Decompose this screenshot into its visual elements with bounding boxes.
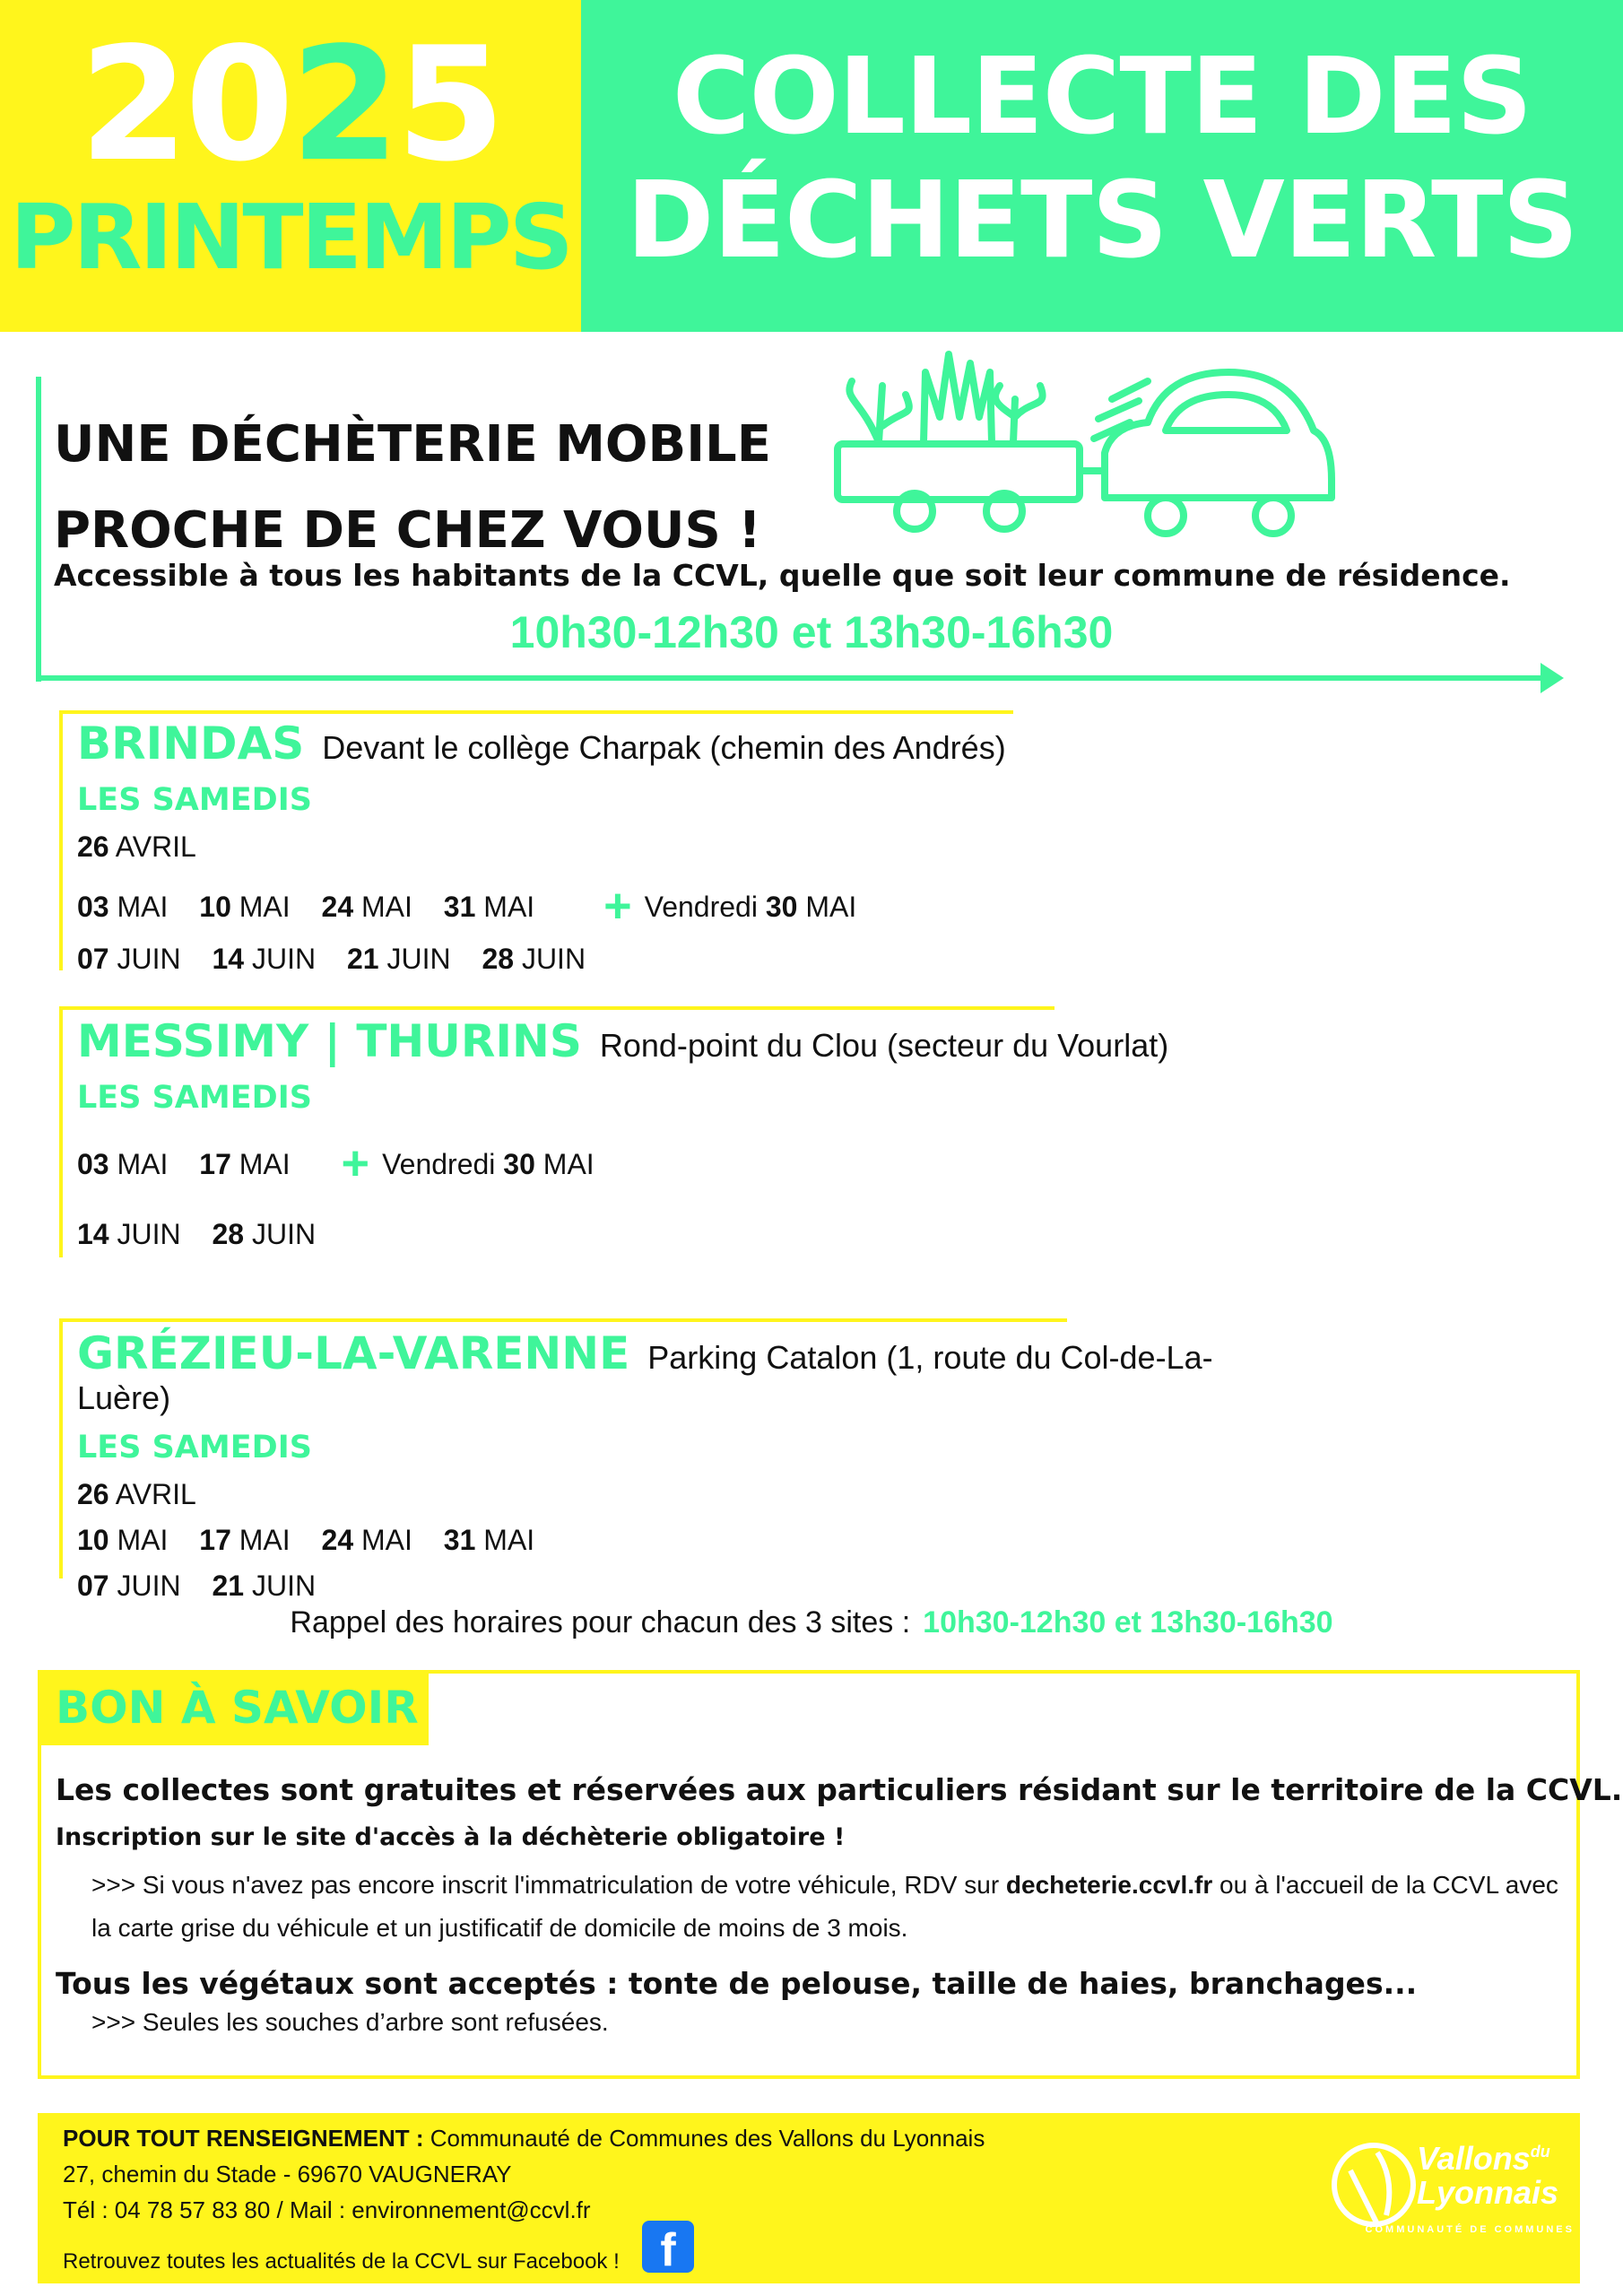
date-item: 21 JUIN	[212, 1570, 317, 1602]
date-row	[77, 1218, 1261, 1251]
saturdays-label: LES SAMEDIS	[77, 1080, 312, 1116]
date-item: 03 MAI	[77, 1148, 169, 1180]
footer-org: Communauté de Communes des Vallons du Lyonnais	[423, 2125, 985, 2152]
decheterie-link[interactable]: decheterie.ccvl.fr	[1005, 1871, 1213, 1899]
date-row	[77, 878, 1261, 934]
page-title: COLLECTE DES DÉCHETS VERTS	[626, 34, 1578, 282]
site-address: Parking Catalon (1, route du Col-de-La-Luère)	[77, 1339, 1213, 1416]
date-item: 07 JUIN	[77, 943, 181, 975]
car-with-trailer-icon	[825, 345, 1345, 543]
footer-facebook-text: Retrouvez toutes les actualités de la CCVL sur Facebook !	[63, 2249, 620, 2274]
date-item: 03 MAI	[77, 891, 169, 923]
date-item: 14 JUIN	[77, 1218, 181, 1250]
date-item: 31 MAI	[443, 1524, 535, 1556]
footer-label: POUR TOUT RENSEIGNEMENT :	[63, 2125, 424, 2152]
site-header	[77, 718, 1261, 770]
date-item: 10 MAI	[199, 891, 291, 923]
date-row	[77, 1478, 1261, 1511]
site-border-left	[59, 710, 63, 970]
logo-subtitle: COMMUNAUTÉ DE COMMUNES	[1365, 2224, 1575, 2235]
date-row	[77, 1570, 1261, 1603]
footer-phone-mail: Tél : 04 78 57 83 80 / Mail : environnement@ccvl.fr	[63, 2196, 591, 2223]
info-registration-details: >>> Si vous n'avez pas encore inscrit l'immatriculation de votre véhicule, RDV sur decheterie.ccvl.fr ou à l'accueil de la CCVL avec la carte grise du véhicule et un justificatif de domicile de moins de 3 mois.	[91, 1871, 1558, 1942]
date-item: 07 JUIN	[77, 1570, 181, 1602]
info-refused-items: >>> Seules les souches d’arbre sont refusées.	[91, 2008, 609, 2036]
date-item: 10 MAI	[77, 1524, 169, 1556]
date-row	[77, 1524, 1261, 1557]
date-item: 28 JUIN	[212, 1218, 317, 1250]
hours-reminder: Rappel des horaires pour chacun des 3 sites : 10h30-12h30 et 13h30-16h30	[290, 1605, 1333, 1639]
site-name: MESSIMY | THURINS	[77, 1015, 582, 1067]
date-row	[77, 831, 1261, 864]
site-border-left	[59, 1318, 63, 1578]
logo-wordmark: Vallons$^{du}$ Lyonnais	[1417, 2140, 1559, 2211]
season-label: PRINTEMPS	[10, 185, 571, 290]
saturdays-label: LES SAMEDIS	[77, 782, 312, 818]
saturdays-label: LES SAMEDIS	[77, 1430, 312, 1465]
site-messimy-thurins	[77, 1015, 1261, 1251]
date-row	[77, 943, 1261, 976]
date-item: 31 MAI	[443, 891, 535, 923]
site-grezieu-la-varenne	[77, 1327, 1261, 1603]
info-box-content	[56, 1772, 1623, 2037]
site-name: GRÉZIEU-LA-VARENNE	[77, 1327, 630, 1379]
info-free-collection: Les collectes sont gratuites et réservées aux particuliers résidant sur le territoire de la CCVL.	[56, 1772, 1623, 1807]
extra-date: + Vendredi 30 MAI	[341, 1136, 595, 1190]
opening-hours: 10h30-12h30 et 13h30-16h30	[509, 607, 1114, 657]
site-border-top	[59, 710, 1013, 714]
date-item: 24 MAI	[321, 891, 412, 923]
date-item: 14 JUIN	[212, 943, 317, 975]
plus-icon: +	[603, 879, 632, 933]
intro-title: UNE DÉCHÈTERIE MOBILE PROCHE DE CHEZ VOUS !	[54, 415, 771, 560]
site-header	[77, 1015, 1261, 1067]
date-item: 28 JUIN	[482, 943, 586, 975]
extra-date: + Vendredi 30 MAI	[603, 879, 857, 933]
date-row	[77, 1135, 1261, 1191]
facebook-icon[interactable]: f	[642, 2221, 694, 2273]
footer-address: 27, chemin du Stade - 69670 VAUGNERAY	[63, 2161, 512, 2187]
info-accepted-plants: Tous les végétaux sont acceptés : tonte de pelouse, taille de haies, branchages...	[56, 1966, 1418, 2001]
intro-divider-horizontal	[36, 675, 1547, 681]
date-item: 17 MAI	[199, 1524, 291, 1556]
intro-subtitle: Accessible à tous les habitants de la CCVL, quelle que soit leur commune de résidence.	[54, 558, 1511, 593]
site-name: BRINDAS	[77, 718, 305, 770]
date-item: 17 MAI	[199, 1148, 291, 1180]
arrow-right-icon	[1541, 663, 1564, 693]
date-item: 24 MAI	[321, 1524, 412, 1556]
site-header	[77, 1327, 1261, 1417]
site-border-top	[59, 1318, 1067, 1322]
site-border-top	[59, 1006, 1055, 1010]
site-border-left	[59, 1006, 63, 1257]
date-item: 26 AVRIL	[77, 1478, 196, 1510]
date-item: 26 AVRIL	[77, 831, 196, 863]
info-box-title: BON À SAVOIR	[38, 1670, 429, 1745]
year-label: 2025	[79, 14, 502, 196]
site-address: Devant le collège Charpak (chemin des Andrés)	[322, 729, 1006, 766]
date-item: 21 JUIN	[346, 943, 451, 975]
site-address: Rond-point du Clou (secteur du Vourlat)	[599, 1027, 1169, 1064]
info-registration: Inscription sur le site d'accès à la déchèterie obligatoire !	[56, 1823, 846, 1851]
site-brindas	[77, 718, 1261, 976]
plus-icon: +	[341, 1136, 370, 1190]
